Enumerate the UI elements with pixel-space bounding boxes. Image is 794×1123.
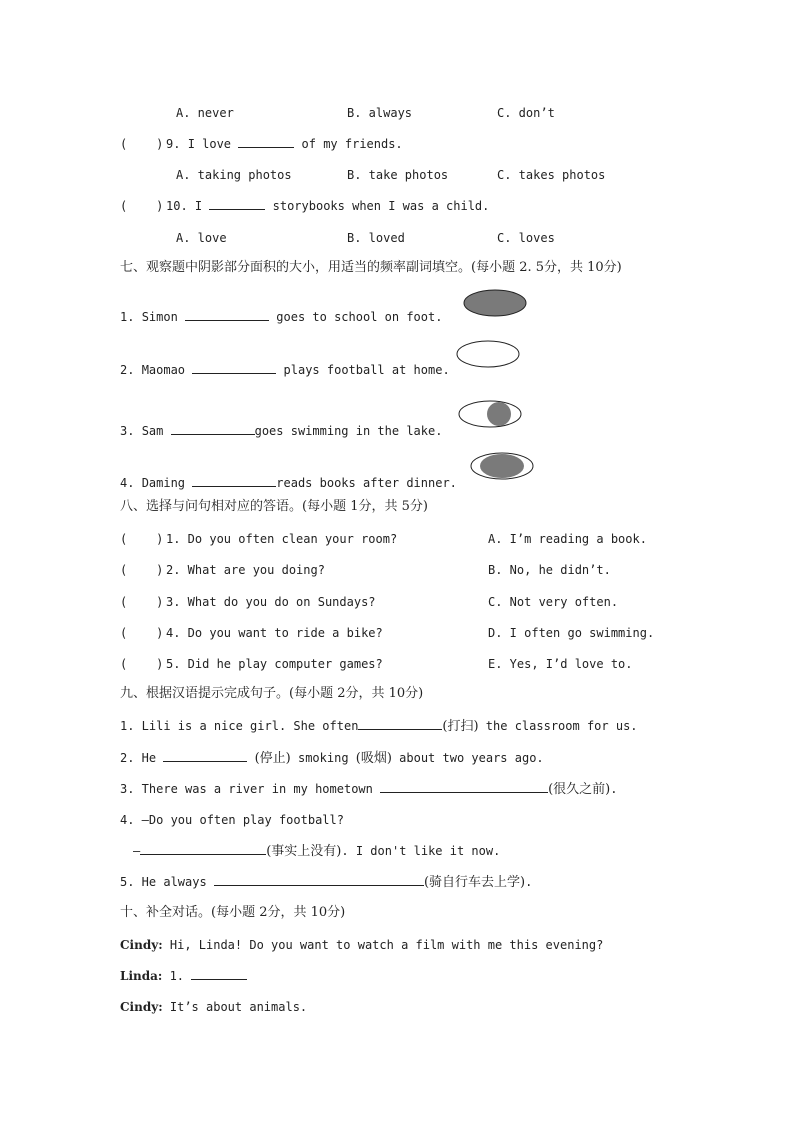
- section-10-title: 十、补全对话。(每小题 2分，共 10分): [120, 905, 346, 920]
- speaker-label: Linda:: [120, 969, 163, 983]
- q9-number: 9.: [166, 137, 181, 151]
- sentence-text: about two years ago.: [391, 751, 544, 765]
- q10-number: 10.: [166, 199, 188, 213]
- item-number: 4.: [120, 476, 135, 490]
- item-text-post: plays football at home.: [283, 363, 450, 377]
- sec9-blank-4[interactable]: [140, 843, 266, 855]
- answer-paren[interactable]: ( ): [120, 657, 164, 671]
- item-number: 3.: [120, 424, 135, 438]
- dialog-line-1: [120, 937, 603, 953]
- q8-option-b: B. always: [347, 106, 413, 120]
- sec7-item-1: [120, 309, 442, 325]
- sec8-question-3: [120, 594, 376, 610]
- speaker-label: Cindy:: [120, 938, 163, 952]
- question-text: 4. Do you want to ride a bike?: [166, 626, 383, 640]
- dialog-blank-1[interactable]: [191, 968, 247, 980]
- item-text-post: goes swimming in the lake.: [254, 424, 443, 438]
- dialog-text: Hi, Linda! Do you want to watch a film with me this evening?: [169, 938, 604, 952]
- sec9-blank-3[interactable]: [380, 781, 548, 793]
- oval-fill-empty: [457, 341, 519, 367]
- q9-option-c: C. takes photos: [497, 168, 606, 182]
- dash: —: [133, 844, 141, 858]
- item-text-pre: Daming: [141, 476, 186, 490]
- section-8-title: 八、选择与问句相对应的答语。(每小题 1分，共 5分): [120, 499, 428, 514]
- sec9-sentence-1: [120, 718, 638, 735]
- oval-fill-partial: [480, 454, 524, 478]
- sec7-blank-3[interactable]: [171, 423, 255, 435]
- q10-question: [120, 198, 489, 214]
- chinese-hint: (很久之前): [548, 782, 611, 797]
- answer-paren[interactable]: ( ): [120, 199, 164, 213]
- q9-text-pre: I love: [187, 137, 232, 151]
- dialog-text: It’s about animals.: [169, 1000, 308, 1014]
- oval-fill-partial: [487, 402, 511, 426]
- sentence-text: . I don't like it now.: [341, 844, 501, 858]
- frequency-oval-2: [455, 339, 525, 371]
- q10-text-pre: I: [194, 199, 203, 213]
- q9-option-b: B. take photos: [347, 168, 449, 182]
- sec7-blank-2[interactable]: [192, 362, 276, 374]
- question-text: 2. What are you doing?: [166, 563, 325, 577]
- sec9-sentence-3: [120, 781, 618, 798]
- sec8-question-4: [120, 625, 383, 641]
- chinese-hint: (吸烟): [355, 751, 392, 766]
- question-text: 3. What do you do on Sundays?: [166, 595, 376, 609]
- dialog-text: 1.: [169, 969, 185, 983]
- sec7-item-3: [120, 423, 442, 439]
- q9-blank[interactable]: [238, 136, 294, 148]
- question-text: 5. Did he play computer games?: [166, 657, 383, 671]
- sec9-blank-2[interactable]: [163, 750, 247, 762]
- frequency-oval-4: [469, 451, 539, 483]
- item-number: 2.: [120, 363, 135, 377]
- q10-option-b: B. loved: [347, 231, 405, 245]
- answer-paren[interactable]: ( ): [120, 563, 164, 577]
- chinese-hint: (事实上没有): [266, 844, 342, 859]
- sec9-blank-5[interactable]: [214, 874, 424, 886]
- section-7-title: 七、观察题中阴影部分面积的大小，用适当的频率副词填空。(每小题 2. 5分，共 10分): [120, 260, 622, 275]
- oval-fill-full: [464, 290, 526, 316]
- item-text-post: reads books after dinner.: [276, 476, 457, 490]
- frequency-oval-1: [462, 288, 532, 320]
- q9-text-post: of my friends.: [301, 137, 403, 151]
- q10-option-a: A. love: [176, 231, 227, 245]
- sec7-blank-1[interactable]: [185, 309, 269, 321]
- q10-text-post: storybooks when I was a child.: [272, 199, 490, 213]
- chinese-hint: (打扫): [442, 719, 479, 734]
- q8-option-c: C. don’t: [497, 106, 555, 120]
- sec9-sentence-4-question: 4. —Do you often play football?: [120, 813, 344, 827]
- sentence-text: 2. He: [120, 751, 157, 765]
- sec7-blank-4[interactable]: [192, 475, 276, 487]
- q9-question: [120, 136, 403, 152]
- answer-paren[interactable]: ( ): [120, 595, 164, 609]
- sec9-sentence-2: [120, 750, 544, 767]
- speaker-label: Cindy:: [120, 1000, 163, 1014]
- chinese-hint: (骑自行车去上学): [423, 875, 526, 890]
- sentence-text: smoking: [290, 751, 356, 765]
- sec9-sentence-4-answer: [133, 843, 500, 860]
- sec8-answer-a: A. I’m reading a book.: [488, 532, 647, 546]
- sentence-text: .: [525, 875, 533, 889]
- sentence-text: 5. He always: [120, 875, 207, 889]
- q9-option-a: A. taking photos: [176, 168, 292, 182]
- sec9-blank-1[interactable]: [358, 718, 442, 730]
- answer-paren[interactable]: ( ): [120, 532, 164, 546]
- sec7-item-4: [120, 475, 457, 491]
- sec8-question-1: [120, 531, 397, 547]
- item-text-pre: Maomao: [141, 363, 186, 377]
- sentence-text: the classroom for us.: [478, 719, 638, 733]
- answer-paren[interactable]: ( ): [120, 626, 164, 640]
- sentence-text: 3. There was a river in my hometown: [120, 782, 373, 796]
- item-text-post: goes to school on foot.: [276, 310, 443, 324]
- sec8-question-2: [120, 562, 325, 578]
- item-text-pre: Simon: [141, 310, 178, 324]
- item-number: 1.: [120, 310, 135, 324]
- q10-blank[interactable]: [209, 198, 265, 210]
- q10-option-c: C. loves: [497, 231, 555, 245]
- sentence-text: .: [610, 782, 618, 796]
- section-9-title: 九、根据汉语提示完成句子。(每小题 2分，共 10分): [120, 686, 424, 701]
- sec7-item-2: [120, 362, 450, 378]
- chinese-hint: (停止): [254, 751, 291, 766]
- item-text-pre: Sam: [141, 424, 164, 438]
- dialog-line-3: [120, 999, 307, 1015]
- question-text: 1. Do you often clean your room?: [166, 532, 398, 546]
- sec9-sentence-5: [120, 874, 532, 891]
- frequency-oval-3: [457, 399, 527, 431]
- sentence-text: 1. Lili is a nice girl. She often: [120, 719, 359, 733]
- sec8-answer-c: C. Not very often.: [488, 595, 619, 609]
- dialog-line-2: [120, 968, 247, 984]
- q8-option-a: A. never: [176, 106, 234, 120]
- answer-paren[interactable]: ( ): [120, 137, 164, 151]
- sec8-question-5: [120, 656, 383, 672]
- sec8-answer-d: D. I often go swimming.: [488, 626, 655, 640]
- sec8-answer-b: B. No, he didn’t.: [488, 563, 611, 577]
- sec8-answer-e: E. Yes, I’d love to.: [488, 657, 633, 671]
